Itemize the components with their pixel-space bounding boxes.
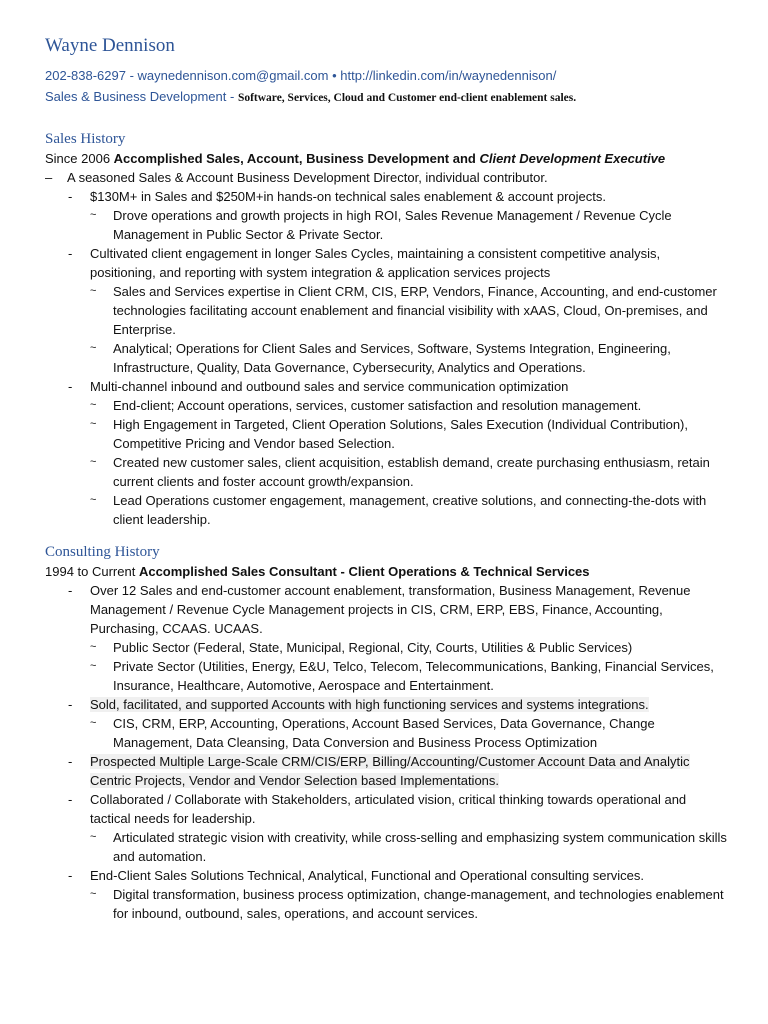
- bullet-marker: ~: [90, 285, 97, 297]
- bullet-marker: ~: [90, 831, 97, 843]
- list-item-text: Sold, facilitated, and supported Accounts with high functioning services and systems integrations.: [90, 697, 649, 712]
- list-item-text: End-Client Sales Solutions Technical, Analytical, Functional and Operational consulting services.: [90, 868, 645, 883]
- bullet-marker: ~: [90, 888, 97, 900]
- list-item: [45, 885, 728, 923]
- list-item-text: Articulated strategic vision with creativity, while cross-selling and emphasizing system communication skills and automation.: [113, 830, 727, 864]
- list-item-text: A seasoned Sales & Account Business Development Director, individual contributor.: [67, 170, 548, 185]
- list-item-text: Collaborated / Collaborate with Stakeholders, articulated vision, critical thinking towards operational and tactical needs for leadership.: [90, 792, 687, 826]
- list-item: [45, 282, 728, 339]
- bullet-marker: -: [68, 697, 73, 712]
- list-item: [45, 790, 728, 828]
- list-item-text: Cultivated client engagement in longer Sales Cycles, maintaining a consistent competitive analysis, positioning, and reporting with system integration & application services projects: [90, 246, 661, 280]
- consulting-role-since: 1994 to Current: [45, 564, 139, 579]
- sales-role-line: [45, 149, 728, 168]
- list-item: [45, 638, 728, 657]
- bullet-marker: ~: [90, 418, 97, 430]
- list-item: [45, 339, 728, 377]
- list-item-text: Lead Operations customer engagement, management, creative solutions, and connecting-the-dots with client leadership.: [113, 493, 707, 527]
- list-item: [45, 695, 728, 714]
- bullet-marker: ~: [90, 494, 97, 506]
- list-item: [45, 453, 728, 491]
- consulting-role-line: [45, 562, 728, 581]
- bullet-marker: ~: [90, 342, 97, 354]
- bullet-marker: ~: [90, 717, 97, 729]
- list-item-text: Sales and Services expertise in Client CRM, CIS, ERP, Vendors, Finance, Accounting, and end-customer technologies facilitating account enablement and financial visibility with xAAS, Cloud, On-premises, and Enterprise.: [113, 284, 717, 337]
- bullet-marker: -: [68, 379, 73, 394]
- list-item: [45, 657, 728, 695]
- bullet-marker: -: [68, 754, 73, 769]
- list-item: [45, 581, 728, 638]
- list-item-text: Over 12 Sales and end-customer account enablement, transformation, Business Management, Revenue Management / Revenue Cycle Management projects in CIS, CRM, ERP, EBS, Finance, Accounting, Purchasing, CCAAS. UCAAS.: [90, 583, 691, 636]
- list-item-text: Public Sector (Federal, State, Municipal, Regional, City, Courts, Utilities & Public Services): [113, 640, 633, 655]
- list-item: [45, 415, 728, 453]
- sales-role-title: Accomplished Sales, Account, Business Development and: [113, 151, 480, 166]
- bullet-marker: ~: [90, 209, 97, 221]
- list-item-text: Created new customer sales, client acquisition, establish demand, create purchasing enthusiasm, retain current clients and foster account growth/expansion.: [113, 455, 710, 489]
- consulting-role-title: Accomplished Sales Consultant - Client Operations & Technical Services: [138, 564, 590, 579]
- tagline-detail: Software, Services, Cloud and Customer end-client enablement sales.: [237, 92, 577, 104]
- list-item-text: High Engagement in Targeted, Client Operation Solutions, Sales Execution (Individual Contribution), Competitive Pricing and Vendor based Selection.: [113, 417, 688, 451]
- list-item: [45, 752, 728, 790]
- list-item: [45, 866, 728, 885]
- bullet-marker: -: [68, 189, 73, 204]
- list-item-text: End-client; Account operations, services, customer satisfaction and resolution management.: [113, 398, 642, 413]
- list-item: [45, 187, 728, 206]
- list-item-text: Private Sector (Utilities, Energy, E&U, Telco, Telecom, Telecommunications, Banking, Financial Services, Insurance, Healthcare, Automotive, Aerospace and Entertainment.: [113, 659, 714, 693]
- list-item: [45, 491, 728, 529]
- list-item-text: Drove operations and growth projects in high ROI, Sales Revenue Management / Revenue Cycle Management in Public Sector & Private Sector.: [113, 208, 672, 242]
- sales-role-title-italic: Client Development Executive: [479, 151, 666, 166]
- list-item: [45, 206, 728, 244]
- list-item: [45, 377, 728, 396]
- bullet-marker: ~: [90, 399, 97, 411]
- list-item-text: Multi-channel inbound and outbound sales and service communication optimization: [90, 379, 569, 394]
- list-item: [45, 396, 728, 415]
- bullet-marker: ~: [90, 660, 97, 672]
- candidate-name: Wayne Dennison: [45, 35, 175, 56]
- list-item-text: CIS, CRM, ERP, Accounting, Operations, Account Based Services, Data Governance, Change Management, Data Cleansing, Data Conversion and Business Process Optimization: [113, 716, 655, 750]
- bullet-marker: –: [45, 170, 53, 185]
- bullet-marker: ~: [90, 456, 97, 468]
- list-item-text: $130M+ in Sales and $250M+in hands-on technical sales enablement & account projects.: [90, 189, 606, 204]
- list-item: [45, 828, 728, 866]
- bullet-marker: -: [68, 792, 73, 807]
- list-item-text: Analytical; Operations for Client Sales and Services, Software, Systems Integration, Engineering, Infrastructure, Quality, Data Governance, Cybersecurity, Analytics and Operations.: [113, 341, 671, 375]
- tagline-label: Sales & Business Development -: [45, 89, 238, 104]
- list-item: [45, 244, 728, 282]
- bullet-marker: -: [68, 246, 73, 261]
- bullet-marker: -: [68, 868, 73, 883]
- consulting-history-heading: Consulting History: [45, 544, 160, 560]
- bullet-marker: -: [68, 583, 73, 598]
- tagline: [45, 87, 728, 108]
- sales-role-since: Since 2006: [45, 151, 114, 166]
- contact-line: 202-838-6297 - waynedennison.com@gmail.com • http://linkedin.com/in/waynedennison/: [45, 68, 557, 83]
- list-item: [45, 168, 728, 187]
- sales-history-heading: Sales History: [45, 131, 126, 147]
- list-item-text: Prospected Multiple Large-Scale CRM/CIS/ERP, Billing/Accounting/Customer Account Data and Analytic Centric Projects, Vendor and Vendor Selection based Implementations.: [90, 754, 690, 788]
- bullet-marker: ~: [90, 641, 97, 653]
- list-item: [45, 714, 728, 752]
- list-item-text: Digital transformation, business process optimization, change-management, and technologies enablement for inbound, outbound, sales, operations, and account services.: [113, 887, 724, 921]
